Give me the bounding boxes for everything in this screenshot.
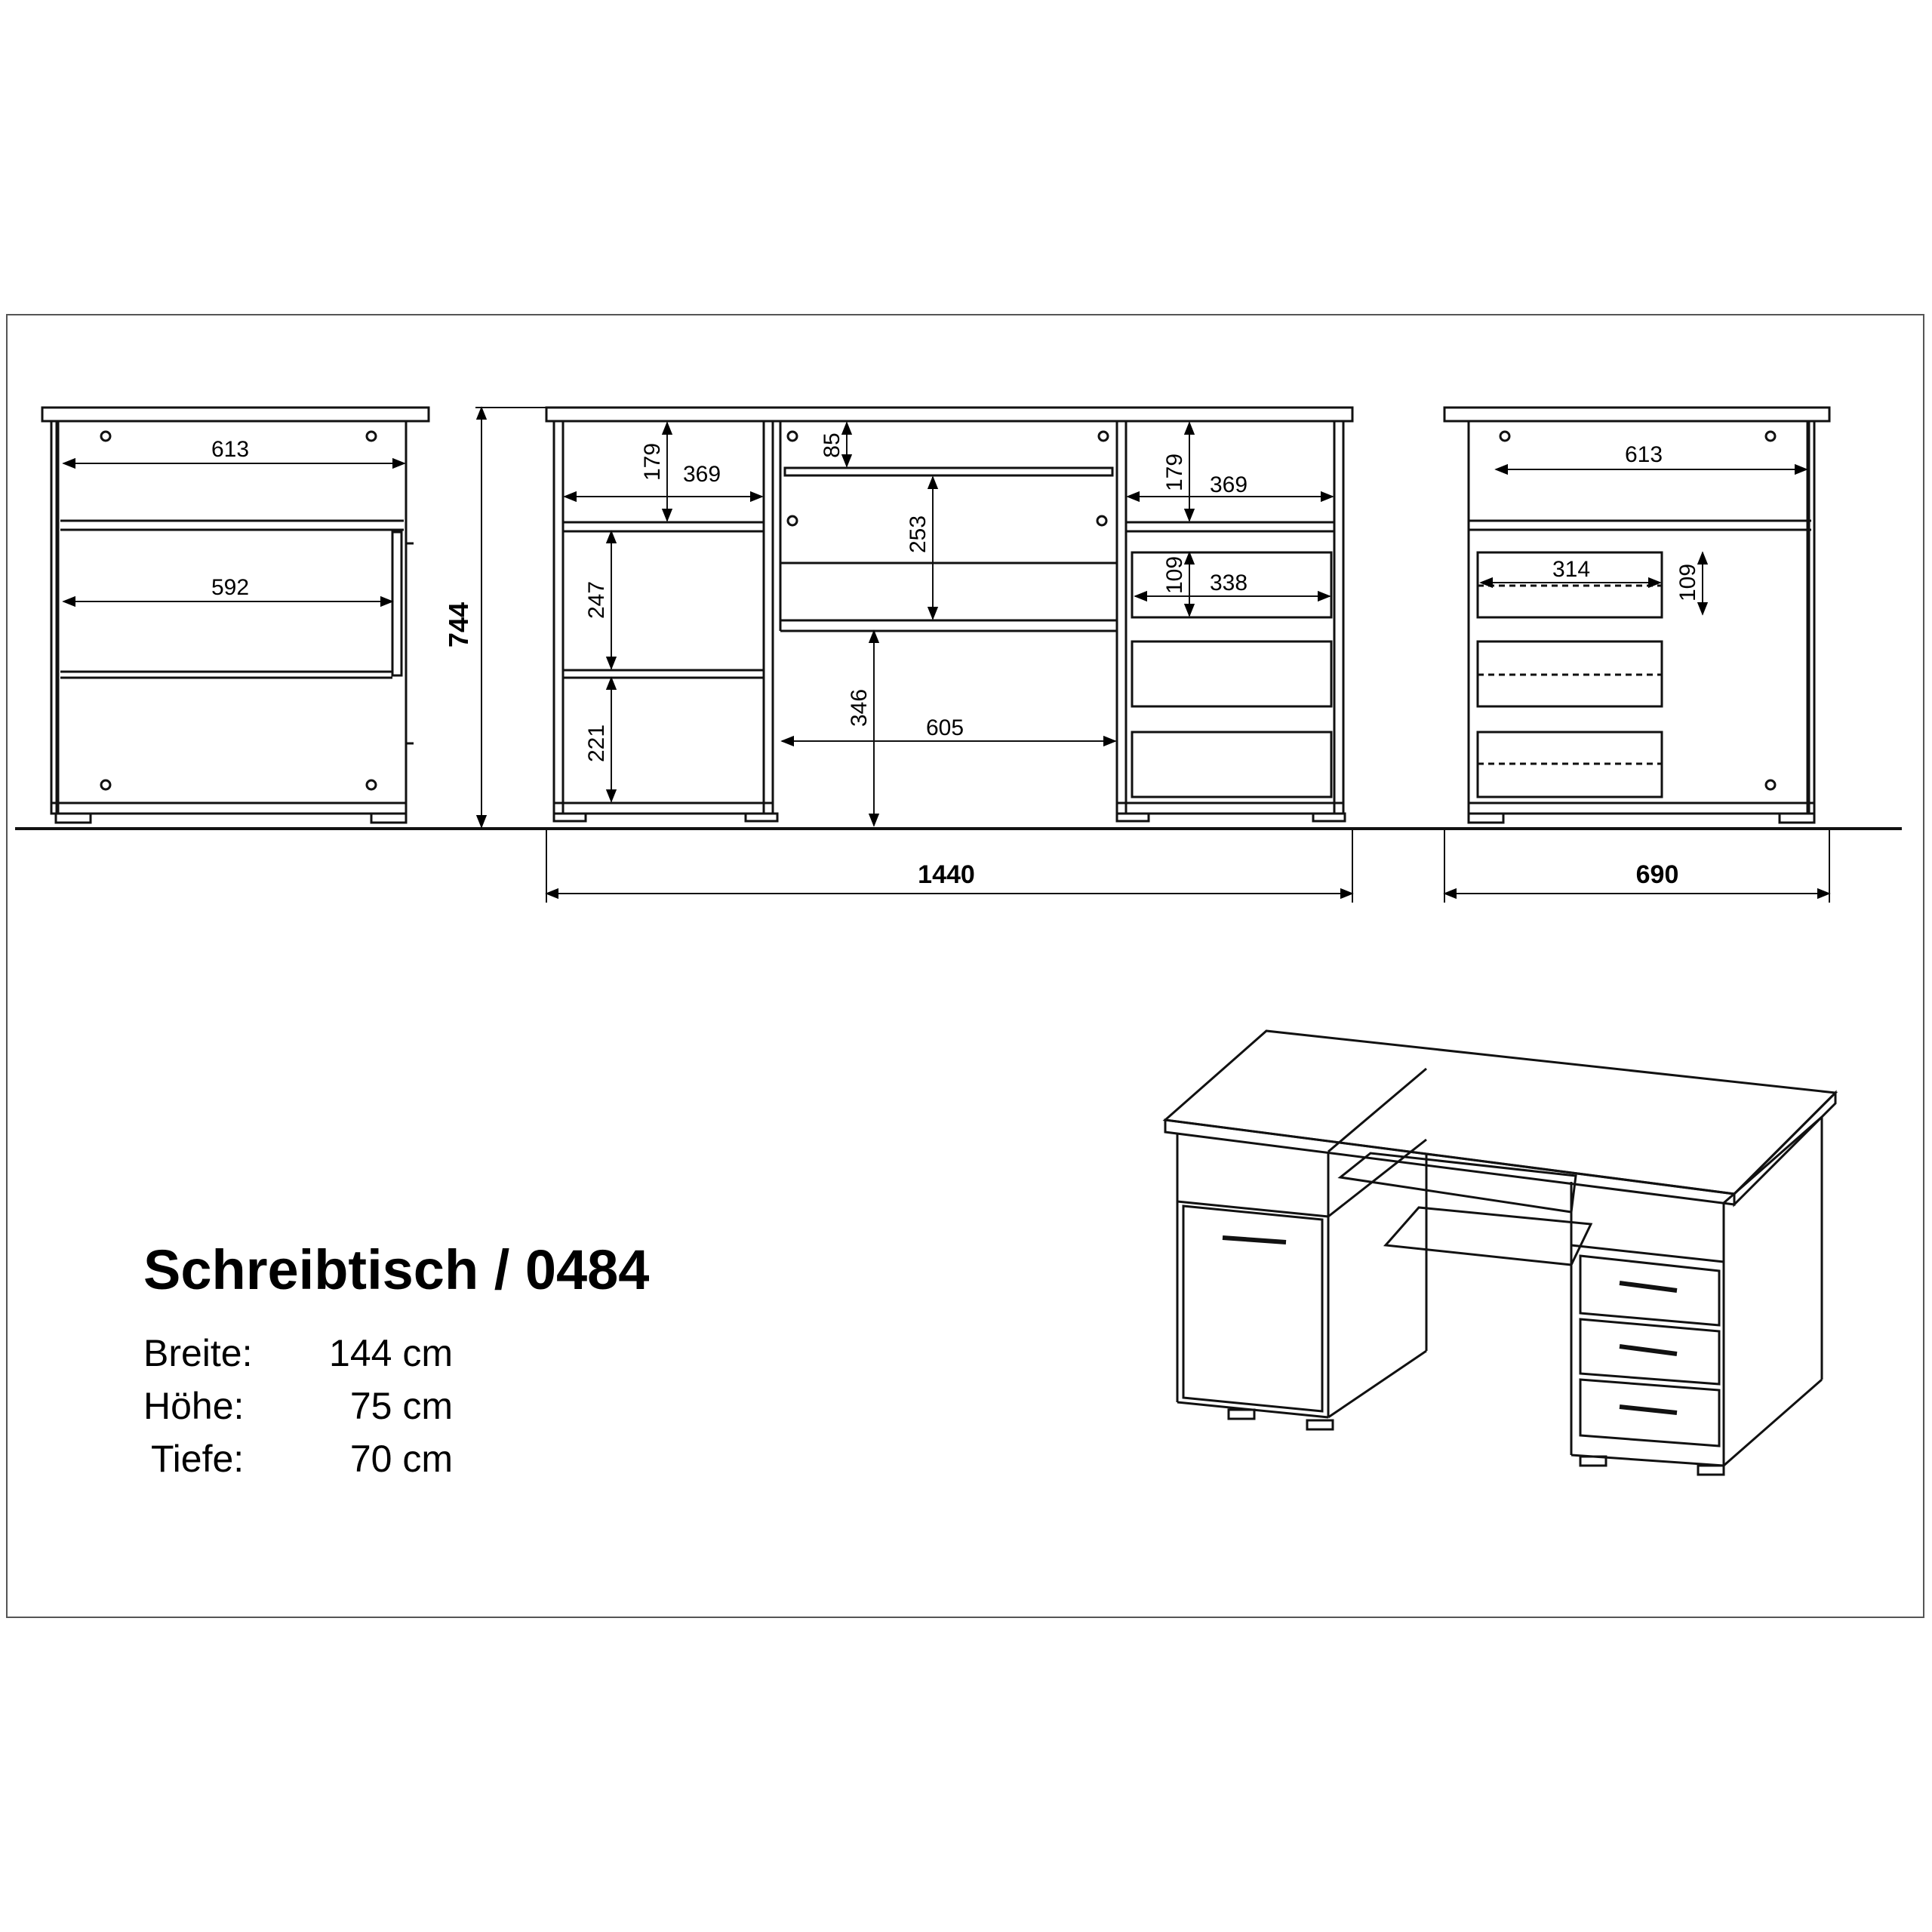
product-title: Schreibtisch / 0484 [143, 1238, 650, 1301]
dim-front-top-compartment: 179 [640, 442, 665, 481]
dim-front-keyboard-clearance: 85 [820, 432, 844, 458]
dim-right-drawer-width: 314 [1552, 557, 1591, 582]
dim-front-drawer-width: 338 [1209, 571, 1248, 595]
dim-overall-depth: 690 [1635, 860, 1679, 889]
dim-front-knee-height: 346 [847, 688, 872, 728]
dim-front-shelf-upper: 247 [584, 580, 609, 620]
dim-overall-width: 1440 [918, 860, 975, 889]
spec-label: Tiefe: [151, 1438, 245, 1480]
spec-label: Breite: [143, 1332, 253, 1374]
dim-front-drawer-height: 109 [1162, 555, 1187, 595]
dim-front-right-top-width: 369 [1209, 472, 1248, 497]
dim-overall-height: 744 [443, 601, 474, 648]
spec-label: Höhe: [143, 1385, 245, 1427]
dim-front-shelf-lower: 221 [584, 724, 609, 763]
dim-right-upper-width: 613 [1624, 442, 1663, 467]
dim-front-right-top-height: 179 [1162, 453, 1187, 492]
dim-front-middle-height: 253 [906, 515, 931, 554]
left-side-view [42, 408, 429, 823]
dim-left-upper-width: 613 [211, 437, 250, 462]
dim-front-knee-width: 605 [925, 715, 964, 740]
spec-value: 70 cm [349, 1438, 453, 1480]
dim-left-inner-width: 592 [211, 575, 250, 600]
dim-front-left-width: 369 [682, 462, 721, 487]
isometric-view [1165, 1031, 1835, 1475]
dim-right-drawer-height: 109 [1675, 563, 1700, 602]
spec-value: 144 cm [329, 1332, 453, 1374]
spec-value: 75 cm [349, 1385, 453, 1427]
